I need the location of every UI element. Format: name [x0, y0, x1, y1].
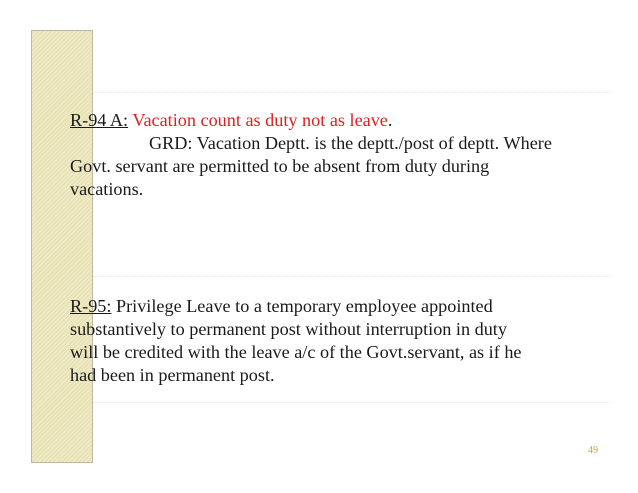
rule-r94a-line-3: Govt. servant are permitted to be absent from duty during [70, 156, 490, 176]
guide-line-3 [93, 402, 610, 403]
decorative-side-bar [31, 30, 93, 463]
rule-r94a-block [70, 109, 590, 201]
rule-r95-line-1 [70, 295, 590, 318]
rule-r94a-code: R-94 A: [70, 110, 129, 130]
rule-r94a-line-4: vacations. [70, 179, 144, 199]
rule-r95-line-4: had been in permanent post. [70, 365, 275, 385]
rule-r94a-title-period: . [387, 110, 393, 130]
rule-r95-line-2: substantively to permanent post without interruption in duty [70, 319, 507, 339]
rule-r95-text-1: Privilege Leave to a temporary employee appointed [111, 296, 493, 316]
rule-r95-block [70, 295, 590, 387]
page-number: 49 [588, 445, 598, 456]
guide-line-1 [93, 92, 610, 93]
guide-line-2 [93, 276, 610, 277]
rule-r94a-title: Vacation count as duty not as leave [132, 110, 388, 130]
rule-r94a-heading [70, 109, 590, 132]
rule-r95-code: R-95: [70, 296, 112, 316]
rule-r95-line-3: will be credited with the leave a/c of the Govt.servant, as if he [70, 342, 522, 362]
rule-r94a-line-2: GRD: Vacation Deptt. is the deptt./post of deptt. Where [149, 133, 552, 153]
